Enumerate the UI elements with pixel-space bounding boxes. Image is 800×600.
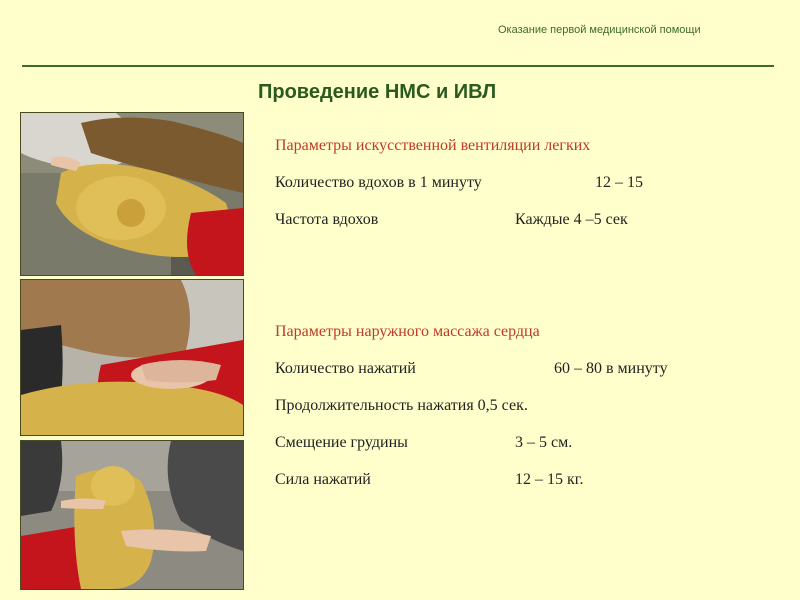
- row-label: Частота вдохов: [275, 211, 379, 228]
- header-divider: [22, 65, 774, 67]
- cardiac-row: [275, 396, 540, 415]
- row-value: 3 – 5 см.: [515, 434, 573, 451]
- row-label: Сила нажатий: [275, 471, 371, 488]
- cardiac-row: [275, 359, 668, 378]
- row-value: 12 – 15 кг.: [515, 471, 584, 488]
- cpr-two-rescuers-photo: [20, 440, 244, 590]
- row-value: 60 – 80 в минуту: [554, 360, 668, 377]
- cardiac-row: [275, 433, 573, 452]
- cardiac-massage-section: [275, 322, 668, 489]
- cardiac-row: [275, 470, 584, 489]
- row-label: Количество нажатий: [275, 360, 416, 377]
- page-title: Проведение НМС и ИВЛ: [258, 81, 497, 103]
- ventilation-heading: Параметры искусственной вентиляции легких: [275, 137, 591, 154]
- row-value: Каждые 4 –5 сек: [515, 211, 628, 228]
- ventilation-row: [275, 210, 628, 229]
- cardiac-heading: Параметры наружного массажа сердца: [275, 323, 540, 340]
- rescue-breathing-photo: [20, 112, 244, 276]
- ventilation-row: [275, 173, 643, 192]
- chest-compression-photo: [20, 279, 244, 436]
- row-value: 12 – 15: [595, 174, 643, 191]
- row-label: Смещение грудины: [275, 434, 408, 451]
- header-subtitle: Оказание первой медицинской помощи: [498, 24, 701, 36]
- row-label: Продолжительность нажатия 0,5 сек.: [275, 397, 528, 414]
- ventilation-section: [275, 136, 643, 229]
- row-label: Количество вдохов в 1 минуту: [275, 174, 482, 191]
